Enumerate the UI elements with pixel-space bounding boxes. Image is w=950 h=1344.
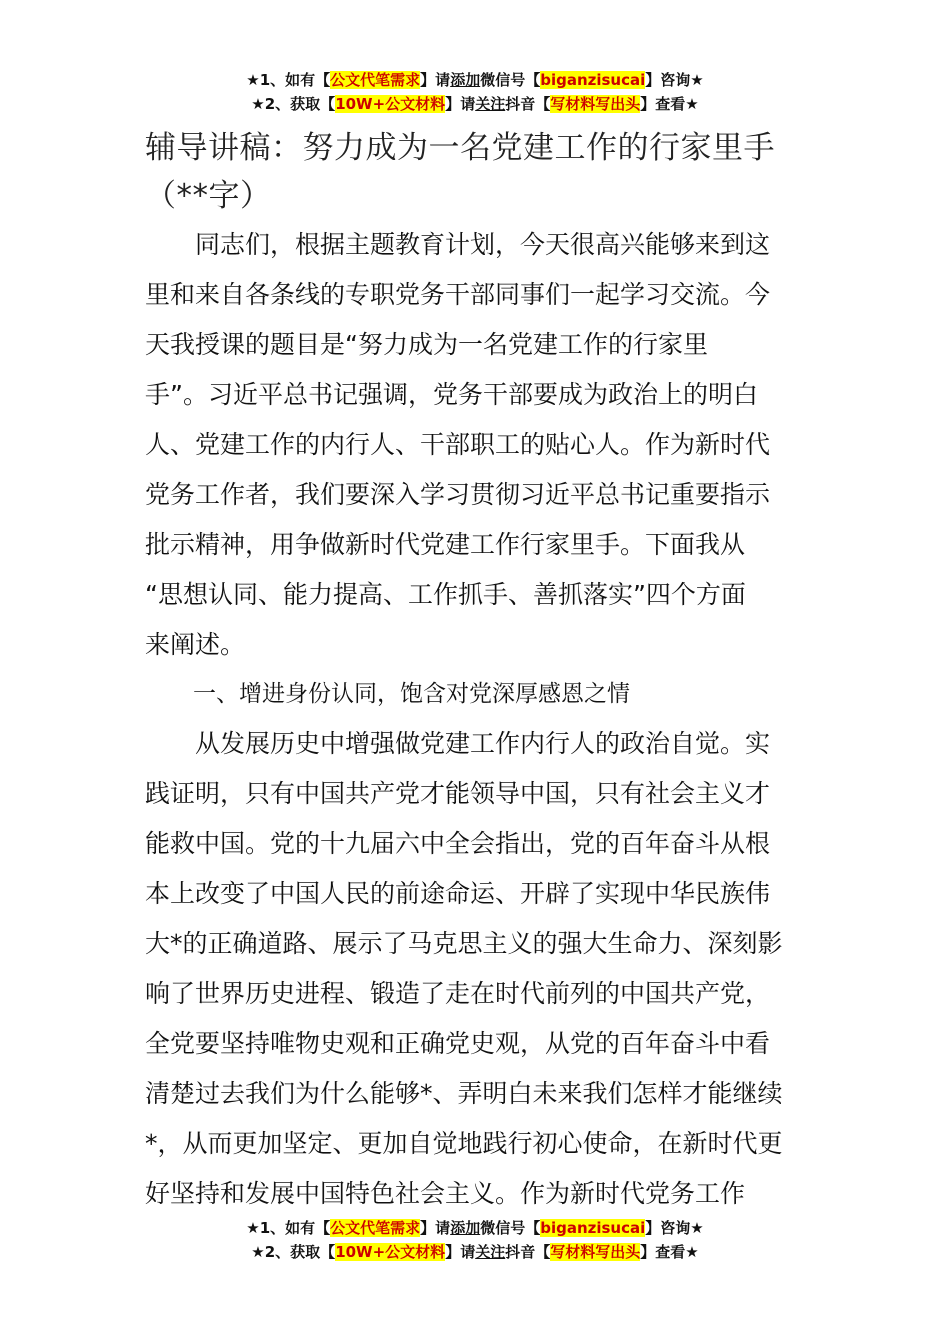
text-line: 践证明，只有中国共产党才能领导中国，只有社会主义才	[145, 779, 771, 808]
document-title	[145, 124, 815, 220]
text-line: 人、党建工作的内行人、干部职工的贴心人。作为新时代	[145, 430, 771, 459]
text-line: 来阐述。	[145, 630, 246, 659]
notice-text: 微信号【	[480, 71, 541, 89]
text-line: 天我授课的题目是“努力成为一名党建工作的行家里	[145, 330, 708, 359]
notice-text: ★1、如有【	[246, 1219, 331, 1237]
notice-text: ★1、如有【	[246, 71, 331, 89]
text-line: 里和来自各条线的专职党务干部同事们一起学习交流。今	[145, 280, 771, 309]
header-notice	[0, 68, 950, 116]
notice-text: 】咨询★	[645, 71, 704, 89]
text-line: 同志们，根据主题教育计划，今天很高兴能够来到这	[145, 230, 771, 259]
notice-text: 】请	[420, 71, 451, 89]
notice-text: ★2、获取【	[251, 1243, 336, 1261]
text-line: 好坚持和发展中国特色社会主义。作为新时代党务工作	[145, 1179, 746, 1208]
text-line: 响了世界历史进程、锻造了走在时代前列的中国共产党，	[145, 979, 771, 1008]
highlight-tag: 10W+公文材料	[335, 95, 446, 113]
highlight-tag: 公文代笔需求	[330, 1219, 421, 1237]
text-line: *，从而更加坚定、更加自觉地践行初心使命，在新时代更	[145, 1129, 783, 1158]
notice-text: 】请	[420, 1219, 451, 1237]
douyin-account: 写材料写出头	[550, 95, 641, 113]
highlight-tag: 10W+公文材料	[335, 1243, 446, 1261]
text-line: 从发展历史中增强做党建工作内行人的政治自觉。实	[145, 729, 771, 758]
notice-line-1	[0, 68, 950, 92]
notice-text: 】查看★	[640, 1243, 699, 1261]
wechat-id: biganzisucai	[540, 1219, 646, 1237]
paragraph-intro	[145, 220, 815, 670]
notice-text: 】查看★	[640, 95, 699, 113]
notice-line-2	[0, 92, 950, 116]
text-line: 手”。习近平总书记强调，党务干部要成为政治上的明白	[145, 380, 758, 409]
notice-text: 】咨询★	[645, 1219, 704, 1237]
notice-text: 抖音【	[505, 95, 551, 113]
text-line: 能救中国。党的十九届六中全会指出，党的百年奋斗从根	[145, 829, 771, 858]
text-line: 批示精神，用争做新时代党建工作行家里手。下面我从	[145, 530, 746, 559]
title-line: 辅导讲稿：努力成为一名党建工作的行家里手	[145, 130, 775, 166]
text-line: 大*的正确道路、展示了马克思主义的强大生命力、深刻影	[145, 929, 783, 958]
footer-notice	[0, 1216, 950, 1264]
wechat-id: biganzisucai	[540, 71, 646, 89]
douyin-account: 写材料写出头	[550, 1243, 641, 1261]
notice-text: 】请	[445, 95, 476, 113]
notice-text: 】请	[445, 1243, 476, 1261]
notice-text: 抖音【	[505, 1243, 551, 1261]
notice-text: 微信号【	[480, 1219, 541, 1237]
text-line: “思想认同、能力提高、工作抓手、善抓落实”四个方面	[145, 580, 746, 609]
underlined-text: 添加	[450, 1219, 481, 1237]
text-line: 党务工作者，我们要深入学习贯彻习近平总书记重要指示	[145, 480, 771, 509]
underlined-text: 关注	[475, 1243, 506, 1261]
underlined-text: 关注	[475, 95, 506, 113]
title-line: （**字）	[145, 178, 272, 214]
underlined-text: 添加	[450, 71, 481, 89]
notice-text: ★2、获取【	[251, 95, 336, 113]
section-heading: 一、增进身份认同，饱含对党深厚感恩之情	[193, 681, 630, 707]
text-line: 本上改变了中国人民的前途命运、开辟了实现中华民族伟	[145, 879, 771, 908]
paragraph-history	[145, 719, 815, 1219]
highlight-tag: 公文代笔需求	[330, 71, 421, 89]
notice-line-2	[0, 1240, 950, 1264]
notice-line-1	[0, 1216, 950, 1240]
text-line: 清楚过去我们为什么能够*、弄明白未来我们怎样才能继续	[145, 1079, 783, 1108]
text-line: 全党要坚持唯物史观和正确党史观，从党的百年奋斗中看	[145, 1029, 771, 1058]
